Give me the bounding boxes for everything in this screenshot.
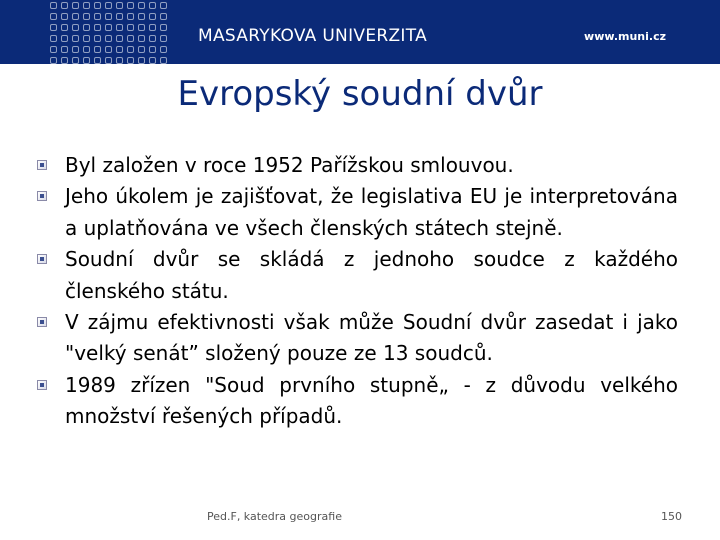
logo-dot (138, 24, 145, 31)
logo-dot (149, 46, 156, 53)
logo-dot (61, 24, 68, 31)
logo-dot (50, 13, 57, 20)
square-bullet-icon (37, 160, 47, 170)
logo-dot (149, 2, 156, 9)
logo-dot (116, 35, 123, 42)
page-number: 150 (661, 510, 682, 523)
bullet-list (36, 150, 678, 433)
bullet-text: Soudní dvůr se skládá z jednoho soudce z každého členského státu. (65, 247, 678, 303)
logo-dot (94, 35, 101, 42)
logo-dot (149, 13, 156, 20)
square-bullet-icon (37, 317, 47, 327)
logo-dot (127, 2, 134, 9)
logo-dot (50, 2, 57, 9)
logo-dot (50, 35, 57, 42)
logo-dot (116, 2, 123, 9)
logo-dot (72, 57, 79, 64)
logo-dot (50, 24, 57, 31)
header-bar (0, 0, 720, 64)
logo-dot-pattern (50, 0, 172, 64)
logo-dot (105, 57, 112, 64)
logo-dot (138, 13, 145, 20)
logo-dot (94, 13, 101, 20)
logo-dot (83, 35, 90, 42)
logo-dot (83, 24, 90, 31)
bullet-item (36, 150, 678, 181)
logo-dot (94, 2, 101, 9)
logo-dot (160, 35, 167, 42)
website-url: www.muni.cz (584, 30, 666, 43)
logo-dot (127, 57, 134, 64)
logo-dot (149, 35, 156, 42)
logo-dot (138, 2, 145, 9)
logo-dot (83, 57, 90, 64)
logo-dot (149, 57, 156, 64)
logo-dot (94, 57, 101, 64)
logo-dot (83, 46, 90, 53)
logo-dot (50, 46, 57, 53)
logo-dot (61, 35, 68, 42)
square-bullet-icon (37, 380, 47, 390)
logo-dot (72, 35, 79, 42)
bullet-item (36, 370, 678, 433)
logo-dot (138, 46, 145, 53)
footer-text: Ped.F, katedra geografie (207, 510, 342, 523)
logo-dot (116, 46, 123, 53)
logo-dot (50, 57, 57, 64)
logo-dot (160, 2, 167, 9)
logo-dot (61, 13, 68, 20)
bullet-item (36, 181, 678, 244)
logo-dot (61, 57, 68, 64)
bullet-text: Byl založen v roce 1952 Pařížskou smlouvou. (65, 153, 514, 177)
bullet-text: Jeho úkolem je zajišťovat, že legislativa EU je interpretována a uplatňována ve všech členských státech stejně. (65, 184, 678, 240)
logo-dot (72, 2, 79, 9)
logo-dot (72, 24, 79, 31)
slide-title: Evropský soudní dvůr (177, 74, 543, 114)
logo-dot (105, 13, 112, 20)
logo-dot (149, 24, 156, 31)
logo-dot (72, 46, 79, 53)
bullet-text: V zájmu efektivnosti však může Soudní dvůr zasedat i jako "velký senát” složený pouze ze 13 soudců. (65, 310, 678, 366)
bullet-item (36, 307, 678, 370)
logo-dot (94, 24, 101, 31)
logo-dot (105, 46, 112, 53)
logo-dot (116, 13, 123, 20)
logo-dot (61, 46, 68, 53)
square-bullet-icon (37, 191, 47, 201)
logo-dot (116, 24, 123, 31)
logo-dot (127, 46, 134, 53)
logo-dot (127, 35, 134, 42)
logo-dot (72, 13, 79, 20)
logo-dot (116, 57, 123, 64)
logo-dot (94, 46, 101, 53)
logo-dot (61, 2, 68, 9)
logo-dot (105, 2, 112, 9)
logo-dot (138, 35, 145, 42)
bullet-text: 1989 zřízen "Soud prvního stupně„ - z důvodu velkého množství řešených případů. (65, 372, 678, 429)
logo-dot (138, 57, 145, 64)
square-bullet-icon (37, 254, 47, 264)
logo-dot (160, 24, 167, 31)
logo-dot (160, 46, 167, 53)
logo-dot (83, 13, 90, 20)
logo-dot (127, 13, 134, 20)
logo-dot (83, 2, 90, 9)
logo-dot (105, 35, 112, 42)
logo-dot (105, 24, 112, 31)
logo-dot (160, 57, 167, 64)
logo-dot (127, 24, 134, 31)
logo-dot (160, 13, 167, 20)
bullet-item (36, 244, 678, 307)
university-name: MASARYKOVA UNIVERZITA (198, 26, 428, 46)
